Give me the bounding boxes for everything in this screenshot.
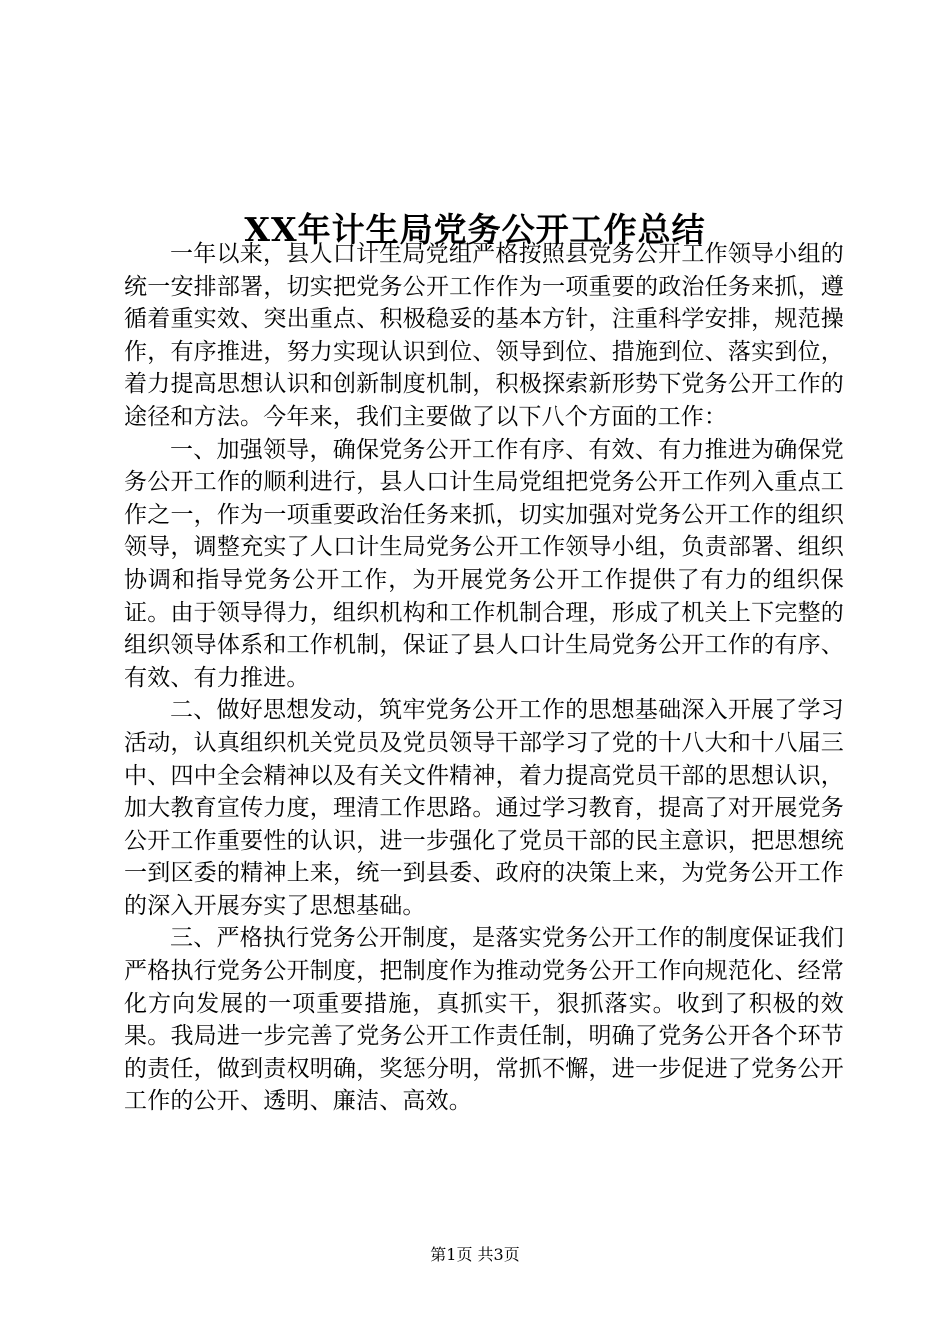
document-title: XX年计生局党务公开工作总结 <box>244 210 706 250</box>
paragraph-section-2: 二、做好思想发动，筑牢党务公开工作的思想基础深入开展了学习活动，认真组织机关党员及党员领导干部学习了党的十八大和十八届三中、四中全会精神以及有关文件精神，着力提高党员干部的思想认识，加大教育宣传力度，理清工作思路。通过学习教育，提高了对开展党务公开工作重要性的认识，进一步强化了党员干部的民主意识，把思想统一到区委的精神上来，统一到县委、政府的决策上来，为党务公开工作的深入开展夯实了思想基础。 <box>124 697 844 919</box>
paragraph-section-3: 三、严格执行党务公开制度，是落实党务公开工作的制度保证我们严格执行党务公开制度，把制度作为推动党务公开工作向规范化、经常化方向发展的一项重要措施，真抓实干，狠抓落实。收到了积极的效果。我局进一步完善了党务公开工作责任制，明确了党务公开各个环节的责任，做到责权明确，奖惩分明，常抓不懈，进一步促进了党务公开工作的公开、透明、廉洁、高效。 <box>124 925 844 1115</box>
paragraph-intro: 一年以来，县人口计生局党组严格按照县党务公开工作领导小组的统一安排部署，切实把党务公开工作作为一项重要的政治任务来抓，遵循着重实效、突出重点、积极稳妥的基本方针，注重科学安排，规范操作，有序推进，努力实现认识到位、领导到位、措施到位、落实到位，着力提高思想认识和创新制度机制，积极探索新形势下党务公开工作的途径和方法。今年来，我们主要做了以下八个方面的工作： <box>124 241 844 430</box>
document-body <box>124 238 844 1118</box>
paragraph-section-1: 一、加强领导，确保党务公开工作有序、有效、有力推进为确保党务公开工作的顺利进行，县人口计生局党组把党务公开工作列入重点工作之一，作为一项重要政治任务来抓，切实加强对党务公开工作的组织领导，调整充实了人口计生局党务公开工作领导小组，负责部署、组织协调和指导党务公开工作，为开展党务公开工作提供了有力的组织保证。由于领导得力，组织机构和工作机制合理，形成了机关上下完整的组织领导体系和工作机制，保证了县人口计生局党务公开工作的有序、有效、有力推进。 <box>124 436 844 691</box>
page-number-footer: 第1页 共3页 <box>430 1245 520 1264</box>
